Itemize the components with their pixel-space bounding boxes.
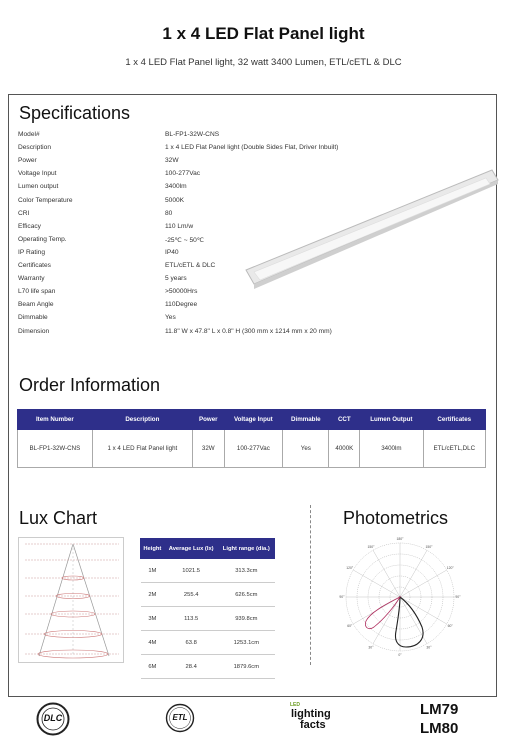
order-column-header: Lumen Output bbox=[360, 410, 423, 430]
polar-angle-label: 30° bbox=[368, 645, 374, 650]
spec-key: Lumen output bbox=[18, 183, 59, 191]
lux-row bbox=[141, 655, 275, 679]
polar-angle-label: 150° bbox=[425, 544, 433, 549]
spec-key: Certificates bbox=[18, 262, 51, 269]
order-column-header: Certificates bbox=[423, 410, 485, 430]
spec-value: 110Degree bbox=[165, 301, 198, 309]
lux-cell: 626.5cm bbox=[218, 583, 274, 607]
lux-row bbox=[141, 607, 275, 631]
order-cell: BL-FP1-32W-CNS bbox=[18, 430, 93, 468]
polar-spoke bbox=[400, 550, 427, 597]
spec-key: IP Rating bbox=[18, 248, 46, 256]
spec-value: 3400lm bbox=[165, 183, 187, 191]
section-divider bbox=[310, 505, 311, 665]
spec-key: Warranty bbox=[18, 275, 45, 283]
lux-cell: 2M bbox=[141, 583, 165, 607]
lux-cell: 3M bbox=[141, 607, 165, 631]
lux-cell: 1021.5 bbox=[164, 559, 218, 583]
page-subtitle: 1 x 4 LED Flat Panel light, 32 watt 3400 Lumen, ETL/cETL & DLC bbox=[125, 57, 402, 68]
specifications-heading: Specifications bbox=[19, 103, 131, 123]
dlc-logo-text: DLC bbox=[43, 713, 63, 723]
order-heading: Order Information bbox=[19, 375, 161, 395]
lighting-facts-word2: facts bbox=[300, 719, 326, 731]
polar-angle-label: 90° bbox=[339, 595, 345, 600]
order-column-header: CCT bbox=[329, 410, 360, 430]
order-cell: 100-277Vac bbox=[224, 430, 283, 468]
polar-angle-label: 180° bbox=[396, 537, 404, 542]
lux-cell: 4M bbox=[141, 631, 165, 655]
polar-angle-label: 150° bbox=[367, 544, 375, 549]
lux-row bbox=[141, 583, 275, 607]
spec-key: Operating Temp. bbox=[18, 235, 67, 243]
spec-key: Model# bbox=[18, 131, 40, 138]
spec-value: 1 x 4 LED Flat Panel light (Double Sides Flat, Driver Inbuilt) bbox=[165, 144, 339, 152]
page-title: 1 x 4 LED Flat Panel light bbox=[162, 24, 365, 43]
order-cell: 1 x 4 LED Flat Panel light bbox=[92, 430, 192, 468]
spec-value: -25℃ ~ 50℃ bbox=[165, 236, 205, 244]
order-column-header: Item Number bbox=[18, 410, 93, 430]
order-column-header: Description bbox=[92, 410, 192, 430]
spec-key: Dimmable bbox=[18, 314, 48, 322]
order-cell: ETL/cETL,DLC bbox=[423, 430, 485, 468]
lighting-facts-led: LED bbox=[290, 702, 300, 708]
polar-spoke bbox=[400, 597, 447, 624]
lux-column-header: Light range (dia.) bbox=[218, 539, 274, 559]
spec-value: 5000K bbox=[165, 196, 185, 204]
lux-cell: 1253.1cm bbox=[218, 631, 274, 655]
order-cell: 4000K bbox=[329, 430, 360, 468]
polar-angle-label: 30° bbox=[426, 645, 432, 650]
spec-key: Power bbox=[18, 157, 37, 165]
polar-angle-label: 60° bbox=[347, 624, 353, 629]
lux-cell: 113.5 bbox=[164, 607, 218, 631]
order-column-header: Dimmable bbox=[283, 410, 329, 430]
polar-spoke bbox=[400, 570, 447, 597]
spec-value: >50000Hrs bbox=[165, 288, 198, 296]
spec-value: 11.8" W x 47.8" L x 0.8" H (300 mm x 1214 mm x 20 mm) bbox=[165, 327, 332, 335]
polar-spoke bbox=[373, 550, 400, 597]
spec-value: BL-FP1-32W-CNS bbox=[165, 131, 220, 138]
lux-cell: 313.3cm bbox=[218, 559, 274, 583]
spec-value: 80 bbox=[165, 209, 173, 217]
spec-value: IP40 bbox=[165, 248, 179, 256]
spec-key: Voltage Input bbox=[18, 170, 57, 178]
order-column-header: Power bbox=[192, 410, 224, 430]
order-table bbox=[17, 409, 486, 468]
order-cell: Yes bbox=[283, 430, 329, 468]
photometrics-heading: Photometrics bbox=[343, 508, 449, 528]
spec-key: Color Temperature bbox=[18, 196, 73, 204]
lux-row bbox=[141, 559, 275, 583]
spec-key: Dimension bbox=[18, 327, 50, 335]
polar-angle-label: 120° bbox=[446, 566, 454, 571]
lm79-label: LM79 bbox=[420, 701, 459, 718]
spec-row bbox=[18, 144, 358, 156]
lux-cell: 6M bbox=[141, 655, 165, 679]
spec-value: 32W bbox=[165, 157, 179, 165]
spec-row bbox=[18, 131, 358, 143]
lux-cell: 255.4 bbox=[164, 583, 218, 607]
spec-value: ETL/cETL & DLC bbox=[165, 262, 216, 269]
order-cell: 3400lm bbox=[360, 430, 423, 468]
lux-column-header: Average Lux (lx) bbox=[164, 539, 218, 559]
panel-light-image bbox=[240, 160, 500, 340]
lux-cell: 28.4 bbox=[164, 655, 218, 679]
lux-cone-diagram bbox=[18, 537, 124, 663]
spec-value: 100-277Vac bbox=[165, 170, 201, 178]
lux-cell: 1879.6cm bbox=[218, 655, 274, 679]
spec-key: Description bbox=[18, 144, 51, 152]
lux-table bbox=[140, 538, 275, 679]
photometric-polar-diagram bbox=[338, 535, 462, 659]
spec-value: 110 Lm/w bbox=[165, 222, 194, 230]
lux-cell: 939.8cm bbox=[218, 607, 274, 631]
lux-cell: 63.8 bbox=[164, 631, 218, 655]
spec-value: Yes bbox=[165, 314, 176, 322]
order-cell: 32W bbox=[192, 430, 224, 468]
spec-key: Beam Angle bbox=[18, 301, 54, 309]
spec-value: 5 years bbox=[165, 275, 187, 283]
polar-angle-label: 90° bbox=[455, 595, 461, 600]
polar-spoke bbox=[353, 570, 400, 597]
polar-angle-label: 60° bbox=[447, 624, 453, 629]
lighting-facts-logo bbox=[290, 702, 336, 736]
order-column-header: Voltage Input bbox=[224, 410, 283, 430]
spec-key: CRI bbox=[18, 209, 30, 217]
spec-key: L70 life span bbox=[18, 288, 56, 296]
order-row bbox=[18, 430, 486, 468]
spec-key: Efficacy bbox=[18, 222, 41, 230]
polar-angle-label: 120° bbox=[346, 566, 354, 571]
polar-angle-label: 0° bbox=[398, 653, 402, 658]
lux-row bbox=[141, 631, 275, 655]
lighting-facts-word1: lighting bbox=[291, 708, 331, 720]
etl-logo-text: ETL bbox=[172, 713, 188, 722]
lux-column-header: Height bbox=[141, 539, 165, 559]
lux-heading: Lux Chart bbox=[19, 508, 98, 528]
lux-cell: 1M bbox=[141, 559, 165, 583]
lm80-label: LM80 bbox=[420, 720, 459, 737]
